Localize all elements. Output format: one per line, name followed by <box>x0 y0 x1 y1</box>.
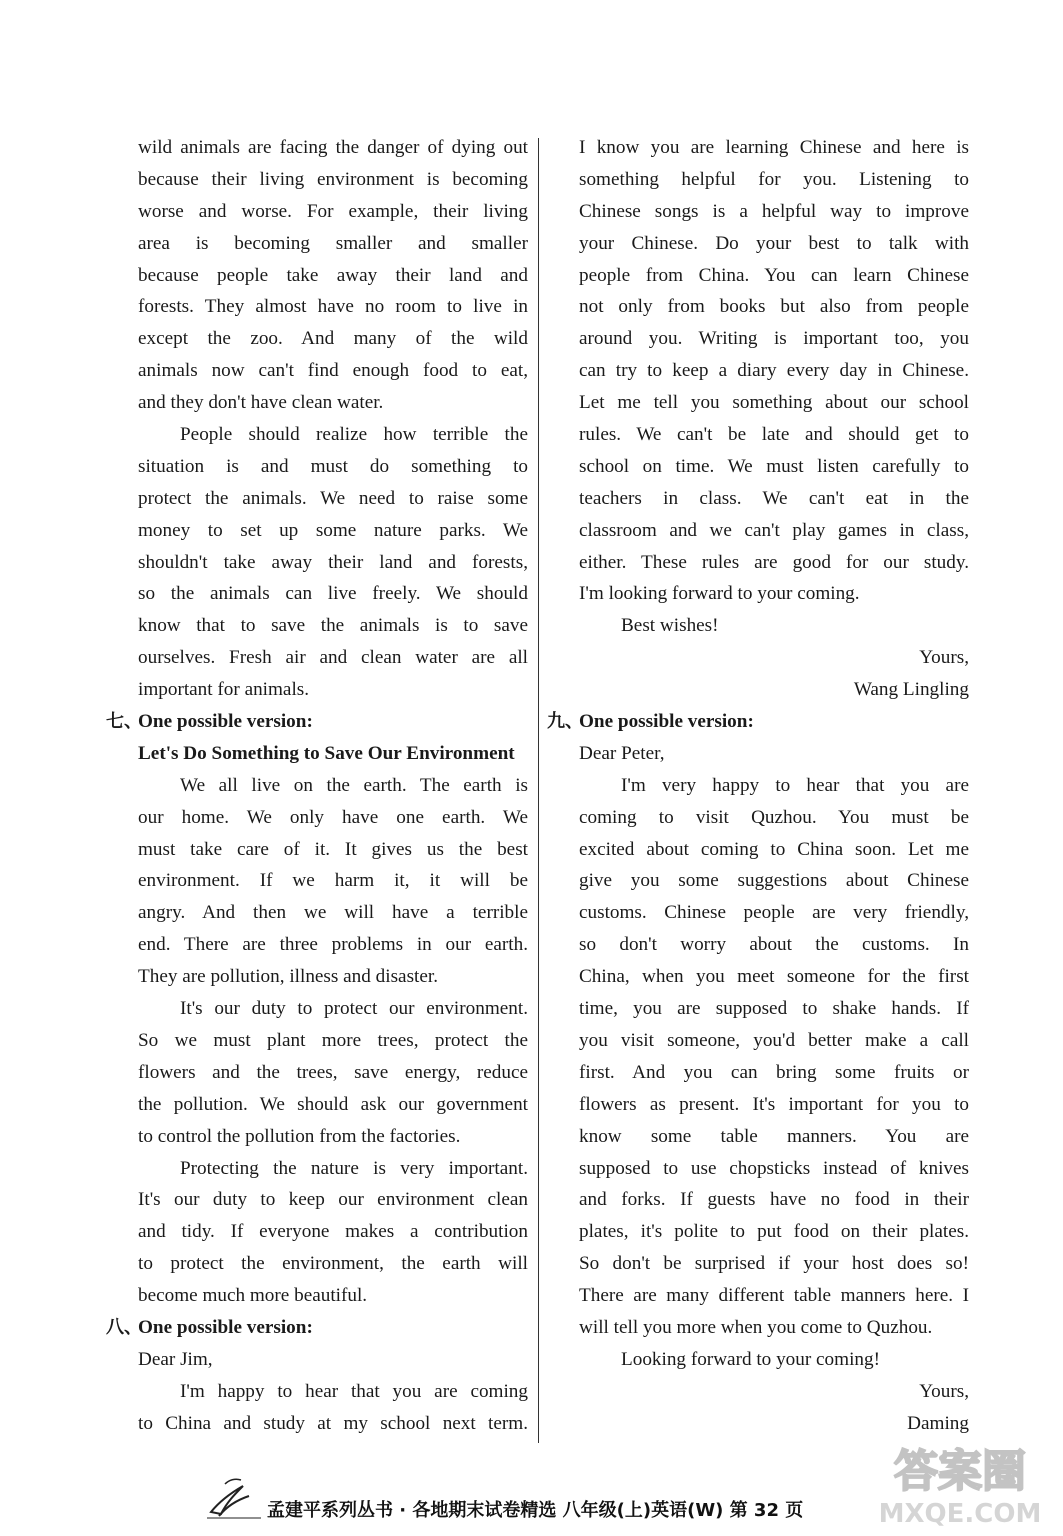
text-line <box>138 1344 528 1376</box>
text-line <box>579 1312 969 1344</box>
line-text: Looking forward to your coming! <box>621 1348 880 1370</box>
right-column <box>547 132 969 1440</box>
text-line <box>138 642 528 674</box>
line-text: plates, it's polite to put food on their plates. <box>579 1221 969 1243</box>
column-divider <box>538 138 539 1443</box>
line-text: to control the pollution from the factories. <box>138 1125 461 1147</box>
text-line <box>579 993 969 1025</box>
text-line <box>138 1248 528 1280</box>
bird-logo-icon <box>205 1472 265 1520</box>
text-line <box>579 228 969 260</box>
line-text: Daming <box>907 1412 969 1434</box>
text-line <box>138 993 528 1025</box>
text-line <box>138 674 528 706</box>
section-number: 九、 <box>547 711 583 733</box>
section-number: 八、 <box>106 1316 142 1338</box>
line-text: People should realize how terrible the <box>180 424 528 446</box>
line-text: One possible version: <box>138 711 313 733</box>
line-text: school on time. We must listen carefully to <box>579 455 969 477</box>
line-text: teachers in class. We can't eat in the <box>579 487 969 509</box>
line-text: I'm looking forward to your coming. <box>579 583 860 605</box>
line-text: angry. And then we will have a terrible <box>138 902 528 924</box>
text-line <box>579 865 969 897</box>
text-line <box>138 132 528 164</box>
text-line <box>138 1153 528 1185</box>
line-text: and forks. If guests have no food in their <box>579 1189 969 1211</box>
text-line <box>579 897 969 929</box>
text-line <box>138 387 528 419</box>
text-line <box>579 196 969 228</box>
line-text: because their living environment is becoming <box>138 168 528 190</box>
text-line <box>579 642 969 674</box>
line-text: area is becoming smaller and smaller <box>138 232 528 254</box>
text-line <box>138 1376 528 1408</box>
line-text: except the zoo. And many of the wild <box>138 328 528 350</box>
line-text: One possible version: <box>138 1316 313 1338</box>
line-text: We all live on the earth. The earth is <box>180 774 528 796</box>
text-line <box>579 451 969 483</box>
line-text: shouldn't take away their land and forests, <box>138 551 528 573</box>
line-text: China, when you meet someone for the first <box>579 966 969 988</box>
line-text: worse and worse. For example, their living <box>138 200 528 222</box>
text-line <box>579 355 969 387</box>
line-text: end. There are three problems in our earth. <box>138 934 528 956</box>
text-line <box>138 451 528 483</box>
text-line <box>138 1121 528 1153</box>
line-text: So we must plant more trees, protect the <box>138 1029 528 1051</box>
text-line <box>138 323 528 355</box>
line-text: Best wishes! <box>621 615 719 637</box>
text-line <box>579 1025 969 1057</box>
text-line <box>138 1025 528 1057</box>
text-line <box>138 1216 528 1248</box>
text-line <box>138 929 528 961</box>
page-footer <box>205 1472 965 1520</box>
line-text: They are pollution, illness and disaster. <box>138 966 439 988</box>
line-text: One possible version: <box>579 711 754 733</box>
text-line <box>138 738 528 770</box>
line-text: and tidy. If everyone makes a contribution <box>138 1221 528 1243</box>
left-column <box>106 132 528 1440</box>
text-line <box>138 961 528 993</box>
line-text: give you some suggestions about Chinese <box>579 870 969 892</box>
line-text: Wang Lingling <box>853 679 969 701</box>
line-text: Chinese songs is a helpful way to improve <box>579 200 969 222</box>
line-text: either. These rules are good for our study. <box>579 551 969 573</box>
text-line <box>579 1153 969 1185</box>
text-line <box>138 515 528 547</box>
text-line <box>579 674 969 706</box>
text-line <box>579 1280 969 1312</box>
line-text: It's our duty to keep our environment clean <box>138 1189 528 1211</box>
text-line <box>579 1376 969 1408</box>
line-text: customs. Chinese people are very friendly, <box>579 902 969 924</box>
text-line <box>138 1408 528 1440</box>
line-text: know some table manners. You are <box>579 1125 969 1147</box>
line-text: environment. If we harm it, it will be <box>138 870 528 892</box>
line-text: I know you are learning Chinese and here is <box>579 137 969 158</box>
line-text: can try to keep a diary every day in Chinese. <box>579 360 969 382</box>
text-line <box>579 802 969 834</box>
line-text: There are many different table manners here. I <box>579 1285 969 1307</box>
line-text: So don't be surprised if your host does so! <box>579 1253 969 1275</box>
text-line <box>579 1216 969 1248</box>
line-text: important for animals. <box>138 679 310 701</box>
text-line <box>138 164 528 196</box>
text-line <box>579 1121 969 1153</box>
text-line <box>138 483 528 515</box>
line-text: I'm very happy to hear that you are <box>621 774 969 796</box>
text-line <box>138 834 528 866</box>
line-text: coming to visit Quzhou. You must be <box>579 806 969 828</box>
text-line <box>579 291 969 323</box>
line-text: rules. We can't be late and should get to <box>579 424 969 446</box>
text-line <box>579 132 969 164</box>
text-line <box>579 515 969 547</box>
text-line <box>138 1057 528 1089</box>
text-line <box>579 578 969 610</box>
text-line <box>579 610 969 642</box>
line-text: so don't worry about the customs. In <box>579 934 969 956</box>
line-text: so the animals can live freely. We should <box>138 583 528 605</box>
line-text: and they don't have clean water. <box>138 392 384 414</box>
text-line <box>579 770 969 802</box>
watermark-bottom: MXQE.COM <box>878 1499 1042 1529</box>
text-line <box>579 961 969 993</box>
text-line <box>579 1248 969 1280</box>
text-line <box>579 419 969 451</box>
text-line <box>579 834 969 866</box>
line-text: around you. Writing is important too, you <box>579 328 969 350</box>
line-text: to protect the environment, the earth will <box>138 1253 528 1275</box>
text-line <box>579 1089 969 1121</box>
watermark-logo <box>865 1438 1055 1530</box>
text-line <box>579 1184 969 1216</box>
text-line <box>138 770 528 802</box>
text-line <box>138 291 528 323</box>
line-text: Let's Do Something to Save Our Environment <box>138 742 515 764</box>
line-text: forests. They almost have no room to live in <box>138 296 528 318</box>
line-text: time, you are supposed to shake hands. If <box>579 998 969 1020</box>
line-text: become much more beautiful. <box>138 1285 368 1307</box>
line-text: I'm happy to hear that you are coming <box>180 1380 528 1402</box>
line-text: to China and study at my school next term. <box>138 1412 528 1434</box>
line-text: animals now can't find enough food to eat, <box>138 360 528 382</box>
text-line <box>579 1408 969 1440</box>
text-line <box>579 387 969 419</box>
line-text: Dear Jim, <box>138 1348 213 1370</box>
line-text: because people take away their land and <box>138 264 528 286</box>
line-text: you visit someone, you'd better make a call <box>579 1029 969 1051</box>
text-line <box>138 1280 528 1312</box>
line-text: our home. We only have one earth. We <box>138 806 528 828</box>
line-text: Let me tell you something about our school <box>579 392 969 414</box>
text-line <box>579 260 969 292</box>
line-text: classroom and we can't play games in class, <box>579 519 969 541</box>
section-number: 七、 <box>106 711 142 733</box>
section-heading <box>106 706 528 738</box>
line-text: must take care of it. It gives us the best <box>138 838 528 860</box>
text-line <box>138 260 528 292</box>
line-text: something helpful for you. Listening to <box>579 168 969 190</box>
line-text: wild animals are facing the danger of dying out <box>138 137 528 158</box>
line-text: will tell you more when you come to Quzhou. <box>579 1316 933 1338</box>
text-line <box>579 929 969 961</box>
text-line <box>138 897 528 929</box>
text-line <box>579 483 969 515</box>
line-text: first. And you can bring some fruits or <box>579 1061 969 1083</box>
text-line <box>138 355 528 387</box>
line-text: not only from books but also from people <box>579 296 969 318</box>
text-line <box>138 865 528 897</box>
section-heading <box>106 1312 528 1344</box>
text-line <box>579 738 969 770</box>
text-line <box>579 547 969 579</box>
line-text: flowers and the trees, save energy, reduce <box>138 1061 528 1083</box>
line-text: know that to save the animals is to save <box>138 615 528 637</box>
line-text: flowers as present. It's important for you to <box>579 1093 969 1115</box>
text-line <box>579 323 969 355</box>
line-text: It's our duty to protect our environment. <box>180 998 528 1020</box>
text-line <box>579 1057 969 1089</box>
text-line <box>579 1344 969 1376</box>
line-text: the pollution. We should ask our government <box>138 1093 528 1115</box>
text-line <box>138 228 528 260</box>
line-text: Yours, <box>919 1380 969 1402</box>
text-line <box>138 802 528 834</box>
text-line <box>138 1089 528 1121</box>
line-text: Dear Peter, <box>579 742 665 764</box>
line-text: protect the animals. We need to raise some <box>138 487 528 509</box>
text-line <box>138 547 528 579</box>
text-line <box>579 164 969 196</box>
text-line <box>138 1184 528 1216</box>
line-text: supposed to use chopsticks instead of knives <box>579 1157 969 1179</box>
line-text: situation is and must do something to <box>138 455 528 477</box>
watermark-top: 答案圈 <box>894 1446 1026 1497</box>
text-line <box>138 578 528 610</box>
line-text: Protecting the nature is very important. <box>180 1157 528 1179</box>
line-text: your Chinese. Do your best to talk with <box>579 232 969 254</box>
line-text: money to set up some nature parks. We <box>138 519 528 541</box>
text-line <box>138 419 528 451</box>
line-text: Yours, <box>919 647 969 669</box>
text-line <box>138 610 528 642</box>
section-heading <box>547 706 969 738</box>
text-line <box>138 196 528 228</box>
line-text: ourselves. Fresh air and clean water are all <box>138 647 528 669</box>
footer-text: 孟建平系列丛书 · 各地期末试卷精选 八年级(上)英语(W) 第 32 页 <box>267 1500 804 1521</box>
line-text: excited about coming to China soon. Let me <box>579 838 969 860</box>
line-text: people from China. You can learn Chinese <box>579 264 969 286</box>
